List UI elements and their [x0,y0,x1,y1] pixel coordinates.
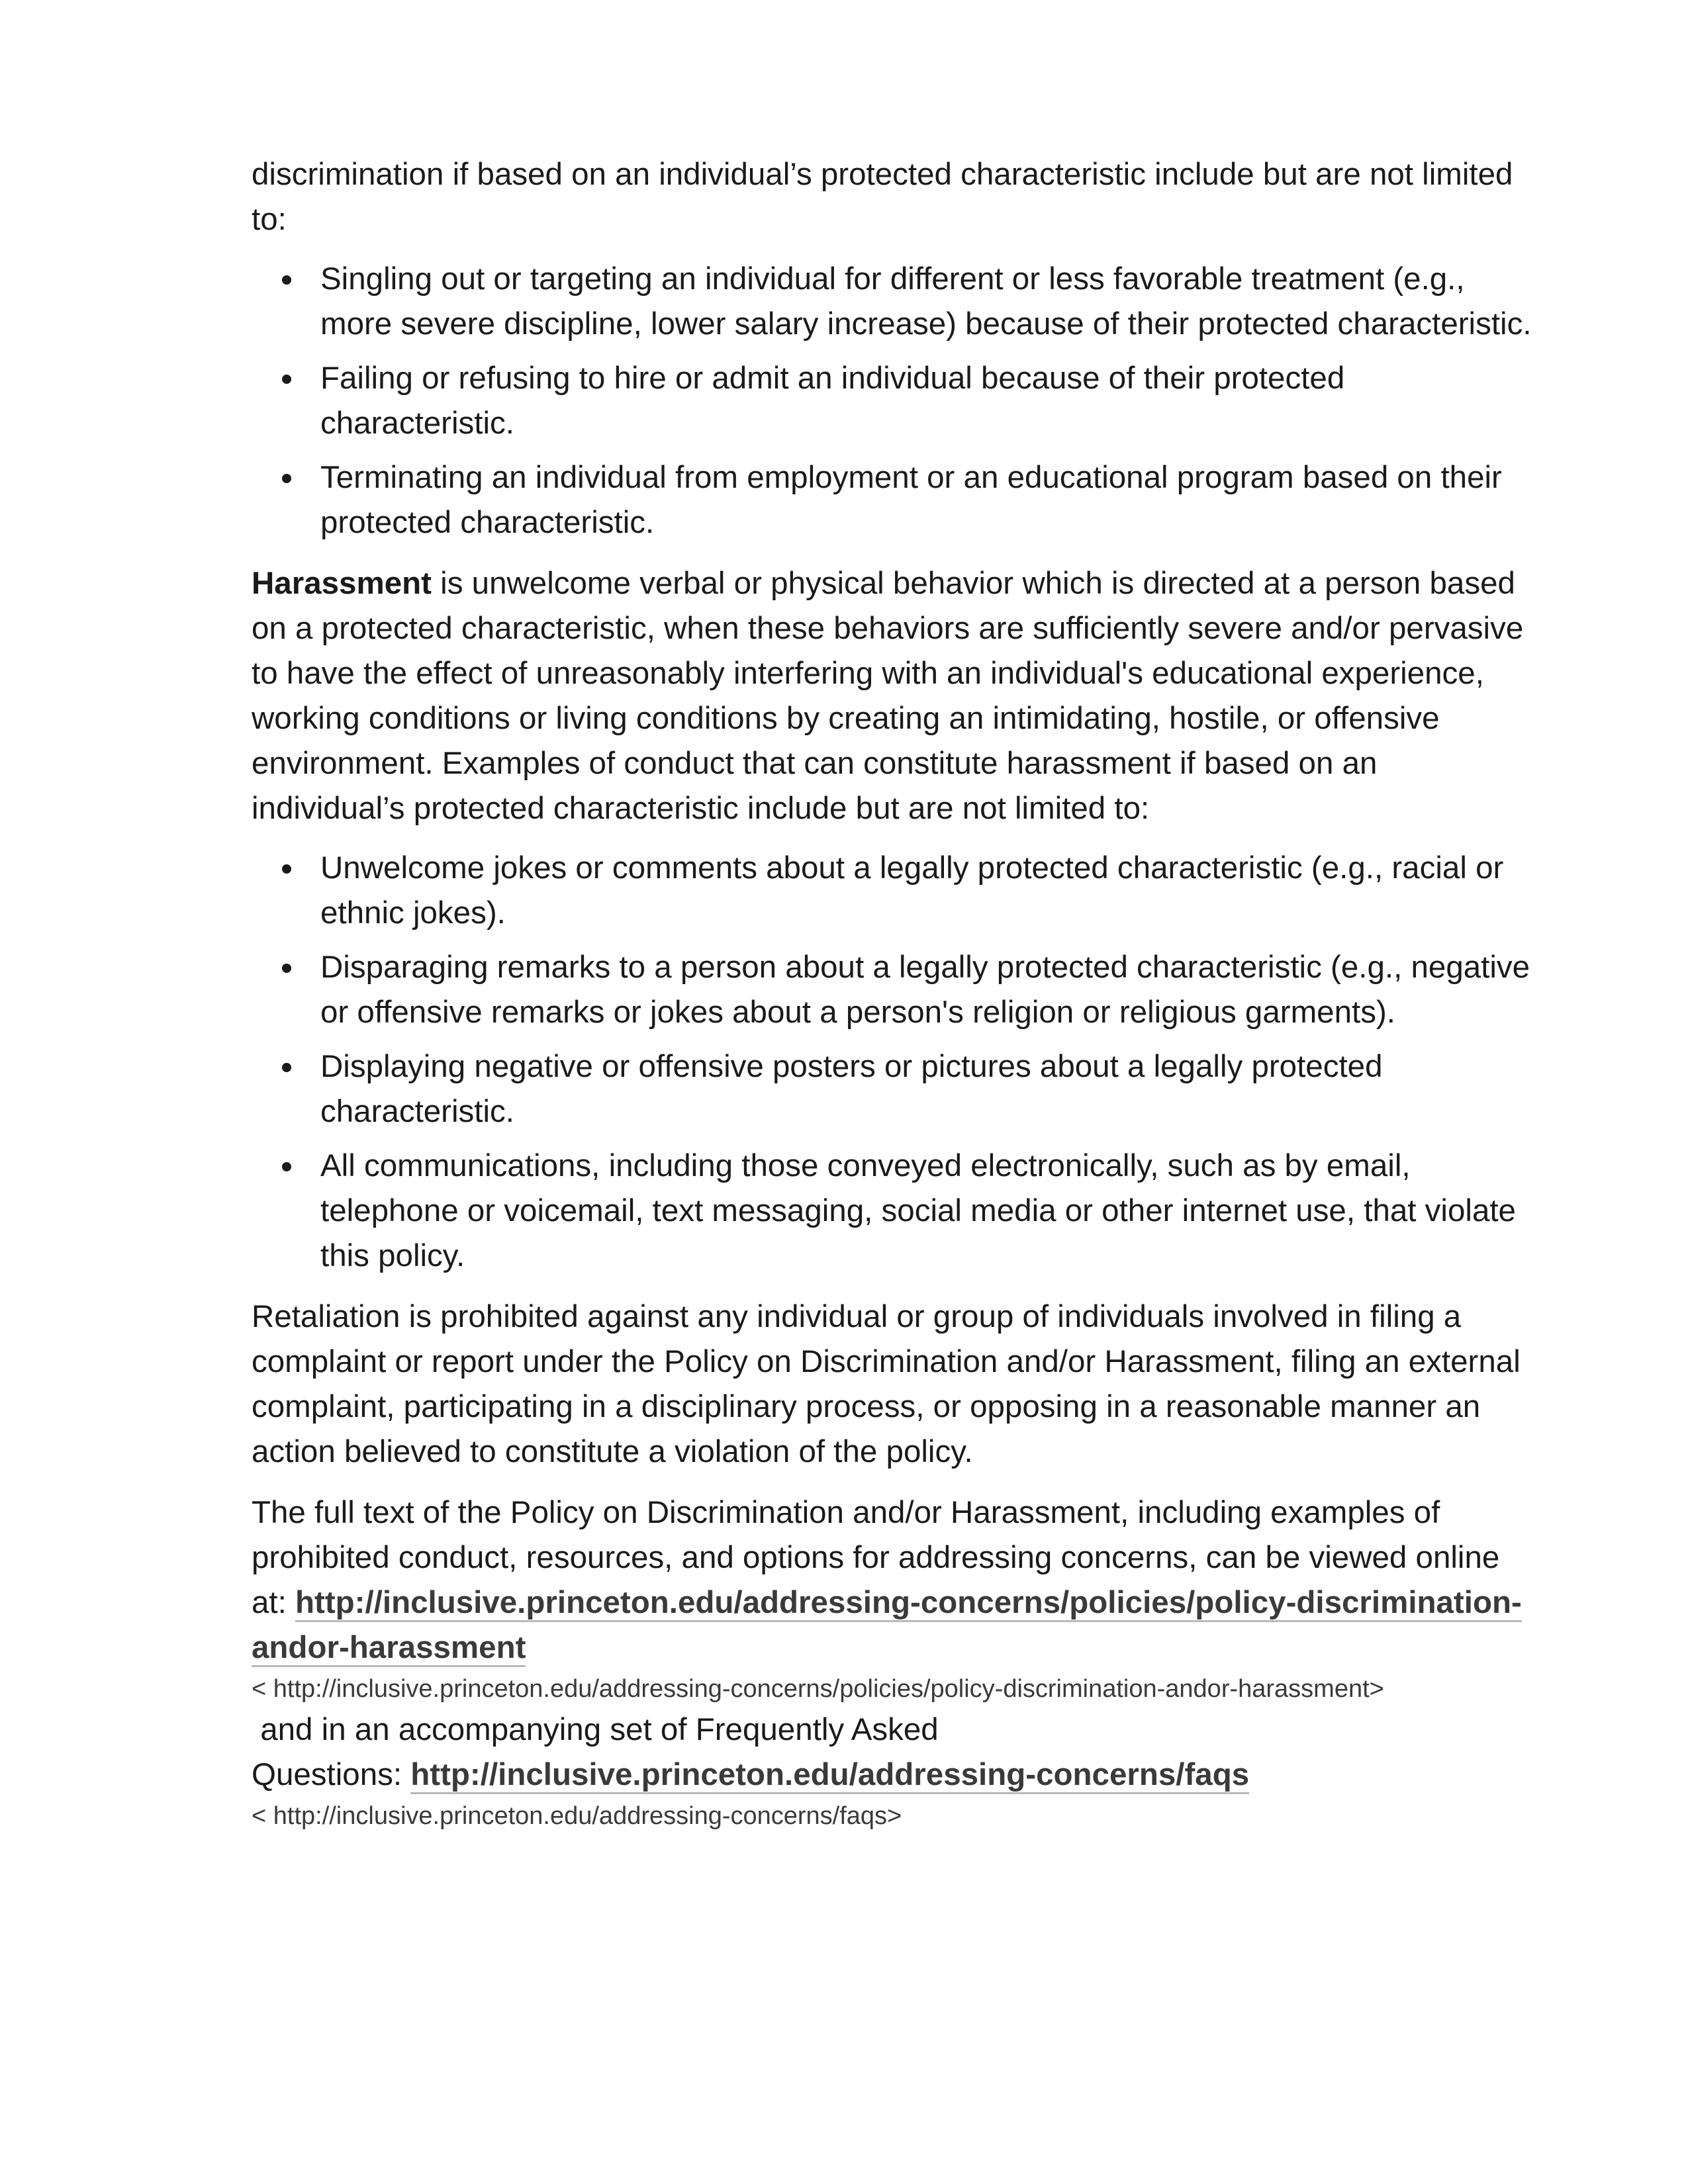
faq-lead-line: and in an accompanying set of Frequently Asked [252,1712,939,1747]
list-item [252,356,1536,446]
full-text-paragraph [252,1490,1536,1670]
bullet-icon [282,275,291,285]
list-item [252,257,1536,347]
bullet-icon [282,1162,291,1171]
faq-link[interactable]: http://inclusive.princeton.edu/addressing-concerns/faqs [410,1757,1249,1794]
harassment-paragraph [252,561,1536,831]
harassment-term: Harassment [252,566,432,601]
list-item-text: Unwelcome jokes or comments about a legally protected characteristic (e.g., racial or ethnic jokes). [320,850,1504,931]
harassment-examples-list [252,846,1536,1279]
bullet-icon [282,474,291,483]
intro-paragraph: discrimination if based on an individual’s protected characteristic include but are not limited to: [252,157,1513,237]
full-text-lead: The full text of the Policy on Discrimination and/or Harassment, including examples of prohibited conduct, resources, and options for addressing concerns, can be viewed online at: [252,1495,1500,1620]
faq-url-note: < http://inclusive.princeton.edu/addressing-concerns/faqs> [252,1802,902,1830]
list-item-text: Displaying negative or offensive posters or pictures about a legally protected characteristic. [320,1049,1383,1129]
list-item-text: All communications, including those conveyed electronically, such as by email, telephone or voicemail, text messaging, social media or other internet use, that violate this policy. [320,1148,1516,1273]
list-item [252,1044,1536,1134]
list-item-text: Failing or refusing to hire or admit an individual because of their protected characteristic. [320,361,1345,441]
list-item-text: Terminating an individual from employment or an educational program based on their protected characteristic. [320,460,1502,540]
bullet-icon [282,375,291,384]
list-item-text: Disparaging remarks to a person about a legally protected characteristic (e.g., negative or offensive remarks or jokes about a person's religion or religious garments). [320,950,1530,1030]
document-page [252,152,1536,1835]
faq-line [252,1752,1536,1797]
list-item-text: Singling out or targeting an individual for different or less favorable treatment (e.g., more severe discipline, lower salary increase) because of their protected characteristic. [320,261,1532,341]
list-item [252,1144,1536,1279]
list-item [252,455,1536,545]
policy-link[interactable]: http://inclusive.princeton.edu/addressing-concerns/policies/policy-discrimination-andor-harassment [252,1585,1522,1667]
list-item [252,846,1536,936]
harassment-definition: is unwelcome verbal or physical behavior which is directed at a person based on a protected characteristic, when these behaviors are sufficiently severe and/or pervasive to have the effect of unreasonably interfering with an individual's educational experience, working conditions or living conditions by creating an intimidating, hostile, or offensive environment. Examples of conduct that can constitute harassment if based on an individual’s protected characteristic include but are not limited to: [252,566,1524,826]
policy-url-note: < http://inclusive.princeton.edu/addressing-concerns/policies/policy-discrimination-andor-harassment> [252,1675,1384,1703]
retaliation-paragraph: Retaliation is prohibited against any individual or group of individuals involved in filing a complaint or report under the Policy on Discrimination and/or Harassment, filing an external complaint, participating in a disciplinary process, or opposing in a reasonable manner an action believed to constitute a violation of the policy. [252,1299,1521,1469]
bullet-icon [282,1063,291,1072]
list-item [252,945,1536,1035]
faq-lead: Questions: [252,1757,411,1792]
bullet-icon [282,964,291,973]
bullet-icon [282,864,291,874]
discrimination-examples-list [252,257,1536,545]
